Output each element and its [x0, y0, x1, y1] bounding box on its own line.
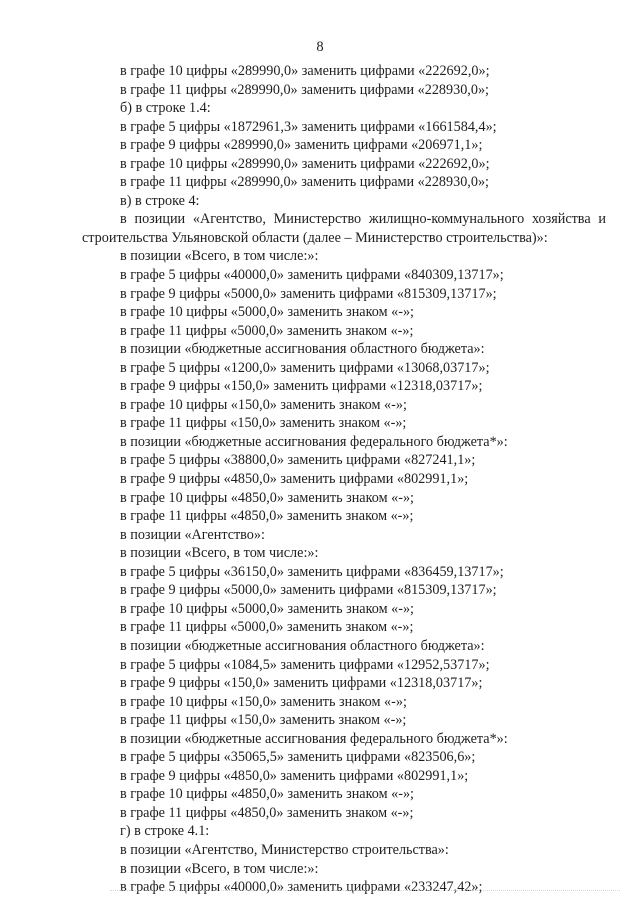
text-line: в позиции «Всего, в том числе:»: [120, 248, 319, 265]
text-line: в) в строке 4: [120, 192, 200, 209]
text-line: в позиции «Агентство»: [120, 526, 265, 543]
text-line: в графе 9 цифры «5000,0» заменить цифрами «815309,13717»; [120, 285, 497, 302]
text-line: в позиции «бюджетные ассигнования областного бюджета»: [120, 341, 485, 358]
text-line: в графе 10 цифры «289990,0» заменить цифрами «222692,0»; [120, 63, 490, 79]
text-line: в графе 5 цифры «1200,0» заменить цифрами «13068,03717»; [120, 359, 490, 376]
text-line: в графе 10 цифры «289990,0» заменить цифрами «222692,0»; [120, 155, 490, 172]
text-line: в графе 5 цифры «40000,0» заменить цифрами «233247,42»; [120, 879, 483, 896]
text-line: в графе 11 цифры «289990,0» заменить цифрами «228930,0»; [120, 81, 489, 98]
text-line: в графе 11 цифры «5000,0» заменить знаком «-»; [120, 322, 414, 339]
text-line: в позиции «Всего, в том числе:»: [120, 860, 319, 877]
text-line: в позиции «бюджетные ассигнования областного бюджета»: [120, 637, 485, 654]
text-line: в графе 11 цифры «5000,0» заменить знаком «-»; [120, 619, 414, 636]
text-line: в графе 5 цифры «35065,5» заменить цифрами «823506,6»; [120, 749, 476, 766]
text-line: в графе 10 цифры «150,0» заменить знаком «-»; [120, 396, 407, 413]
text-line: в графе 11 цифры «4850,0» заменить знаком «-»; [120, 508, 414, 525]
text-line: в графе 11 цифры «289990,0» заменить цифрами «228930,0»; [120, 174, 489, 191]
text-line: в графе 10 цифры «5000,0» заменить знаком «-»; [120, 600, 414, 617]
text-line: в графе 9 цифры «5000,0» заменить цифрами «815309,13717»; [120, 582, 497, 599]
text-line: в графе 10 цифры «4850,0» заменить знаком «-»; [120, 489, 414, 506]
text-line: в графе 9 цифры «150,0» заменить цифрами «12318,03717»; [120, 378, 483, 395]
text-line: б) в строке 1.4: [120, 100, 211, 117]
text-line: в графе 9 цифры «289990,0» заменить цифрами «206971,1»; [120, 137, 483, 154]
text-line: в графе 5 цифры «40000,0» заменить цифрами «840309,13717»; [120, 267, 504, 284]
text-line: в графе 5 цифры «36150,0» заменить цифрами «836459,13717»; [120, 563, 504, 580]
text-line: в графе 9 цифры «4850,0» заменить цифрами «802991,1»; [120, 471, 469, 488]
text-line: в графе 11 цифры «150,0» заменить знаком «-»; [120, 415, 407, 432]
text-line: в графе 9 цифры «150,0» заменить цифрами «12318,03717»; [120, 675, 483, 692]
text-line: в позиции «бюджетные ассигнования федерального бюджета*»: [120, 730, 508, 747]
text-line: в позиции «Всего, в том числе:»: [120, 545, 319, 562]
text-line: в графе 10 цифры «4850,0» заменить знаком «-»; [120, 786, 414, 803]
text-line: в графе 11 цифры «4850,0» заменить знаком «-»; [120, 804, 414, 821]
text-line: в графе 10 цифры «5000,0» заменить знаком «-»; [120, 304, 414, 321]
text-line: в графе 10 цифры «150,0» заменить знаком «-»; [120, 693, 407, 710]
paragraph: в позиции «Агентство, Министерство жилищно-коммунального хозяйства и строительства Ульяновской области (далее – Министерство строительства)»: [82, 211, 606, 246]
text-line: г) в строке 4.1: [120, 823, 210, 840]
text-line: в позиции «Агентство, Министерство строительства»: [120, 841, 449, 858]
text-line: в позиции «бюджетные ассигнования федерального бюджета*»: [120, 433, 508, 450]
text-line: в графе 5 цифры «1872961,3» заменить цифрами «1661584,4»; [120, 118, 497, 135]
page-number: 8 [316, 39, 324, 55]
text-line: в графе 5 цифры «38800,0» заменить цифрами «827241,1»; [120, 452, 476, 469]
text-line: в графе 5 цифры «1084,5» заменить цифрами «12952,53717»; [120, 656, 490, 673]
text-line: в графе 11 цифры «150,0» заменить знаком «-»; [120, 712, 407, 729]
text-line: в графе 9 цифры «4850,0» заменить цифрами «802991,1»; [120, 767, 469, 784]
document-body [82, 62, 606, 897]
scan-artifact-line [110, 890, 620, 893]
